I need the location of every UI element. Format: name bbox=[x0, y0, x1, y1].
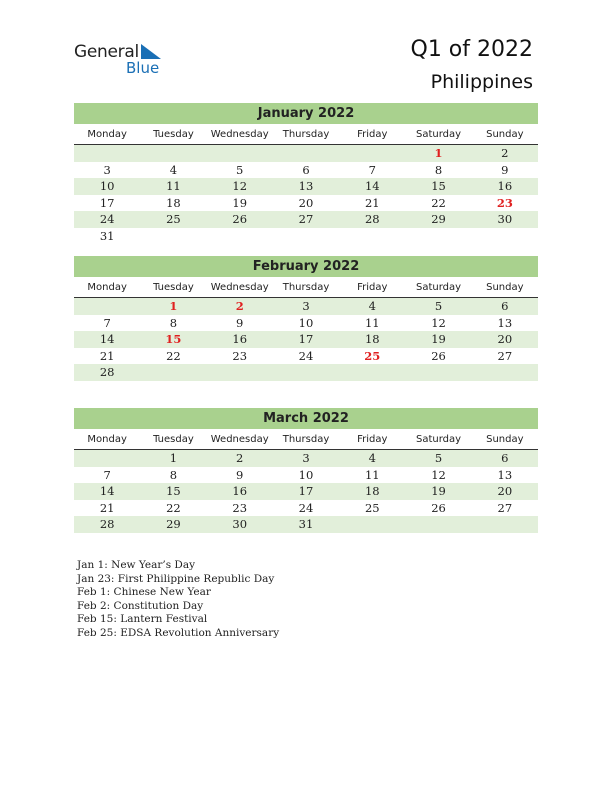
page-title: Q1 of 2022 bbox=[410, 37, 533, 62]
week-row bbox=[74, 500, 538, 517]
holiday-note: Jan 23: First Philippine Republic Day bbox=[77, 572, 275, 585]
week-row bbox=[74, 516, 538, 533]
day-cell: 20 bbox=[298, 195, 314, 210]
day-cell: 1 bbox=[169, 299, 178, 313]
day-cell: 5 bbox=[434, 299, 443, 313]
weekday-label: Saturday bbox=[416, 282, 462, 293]
day-cell bbox=[273, 364, 339, 381]
day-cell bbox=[140, 364, 206, 381]
day-cell: 14 bbox=[99, 484, 115, 498]
day-cell: 22 bbox=[166, 348, 181, 363]
day-cell bbox=[74, 145, 140, 162]
day-cell: 25 bbox=[166, 212, 181, 226]
day-cell: 16 bbox=[232, 332, 248, 346]
day-cell: 14 bbox=[364, 179, 380, 193]
weekday-label: Friday bbox=[357, 282, 388, 293]
weekday-label: Sunday bbox=[486, 434, 524, 445]
day-cell: 23 bbox=[232, 500, 248, 515]
month-calendar bbox=[74, 408, 538, 533]
day-cell: 19 bbox=[431, 332, 446, 346]
week-row bbox=[74, 315, 538, 332]
day-cell: 28 bbox=[99, 517, 115, 531]
month-calendar bbox=[74, 256, 538, 381]
day-cell: 10 bbox=[298, 315, 314, 330]
day-cell bbox=[339, 145, 405, 162]
day-cell: 20 bbox=[497, 332, 513, 346]
day-cell: 14 bbox=[99, 332, 115, 346]
day-cell: 11 bbox=[364, 467, 380, 482]
day-cell: 27 bbox=[298, 212, 314, 226]
day-cell: 26 bbox=[232, 212, 248, 226]
day-cell: 24 bbox=[298, 500, 314, 515]
day-cell: 19 bbox=[232, 195, 248, 210]
weekday-label: Monday bbox=[87, 282, 127, 293]
month-title: February 2022 bbox=[74, 256, 538, 277]
day-cell: 11 bbox=[364, 315, 380, 330]
day-cell bbox=[339, 228, 405, 245]
day-cell: 8 bbox=[434, 162, 443, 177]
day-cell: 2 bbox=[235, 299, 244, 313]
day-cell: 21 bbox=[99, 348, 115, 363]
day-cell: 15 bbox=[431, 179, 446, 193]
day-cell: 18 bbox=[166, 195, 181, 210]
day-cell: 13 bbox=[298, 179, 314, 193]
weekday-label: Friday bbox=[357, 129, 388, 140]
day-cell bbox=[140, 228, 206, 245]
day-cell: 5 bbox=[434, 451, 443, 465]
day-cell: 29 bbox=[431, 212, 446, 226]
weekday-label: Tuesday bbox=[153, 282, 194, 293]
country-name: Philippines bbox=[430, 71, 533, 93]
day-cell: 17 bbox=[298, 484, 314, 498]
day-cell: 25 bbox=[364, 348, 381, 363]
week-row bbox=[74, 162, 538, 179]
day-cell: 15 bbox=[166, 484, 181, 498]
holiday-note: Jan 1: New Year’s Day bbox=[77, 559, 196, 571]
month-title: March 2022 bbox=[74, 408, 538, 429]
weekday-label: Thursday bbox=[282, 434, 330, 445]
day-cell: 1 bbox=[434, 146, 443, 160]
day-cell bbox=[207, 145, 273, 162]
day-cell: 29 bbox=[166, 517, 181, 531]
day-cell: 26 bbox=[431, 500, 446, 515]
week-row bbox=[74, 483, 538, 500]
day-cell: 7 bbox=[368, 162, 376, 177]
day-cell: 30 bbox=[232, 517, 248, 531]
weekday-label: Wednesday bbox=[210, 282, 269, 293]
day-cell: 6 bbox=[302, 162, 310, 177]
day-cell: 31 bbox=[99, 228, 115, 243]
week-row bbox=[74, 211, 538, 228]
week-row bbox=[74, 195, 538, 212]
week-row bbox=[74, 348, 538, 365]
day-cell: 17 bbox=[99, 195, 115, 210]
day-cell: 28 bbox=[364, 212, 380, 226]
day-cell: 13 bbox=[497, 467, 513, 482]
day-cell bbox=[339, 516, 405, 533]
day-cell: 22 bbox=[431, 195, 446, 210]
week-row bbox=[74, 450, 538, 467]
weekday-label: Saturday bbox=[416, 129, 462, 140]
day-cell: 12 bbox=[431, 315, 446, 330]
week-row bbox=[74, 364, 538, 381]
week-row bbox=[74, 145, 538, 162]
day-cell: 11 bbox=[166, 179, 181, 193]
day-cell: 31 bbox=[298, 517, 314, 531]
weekday-label: Tuesday bbox=[153, 129, 194, 140]
week-row bbox=[74, 467, 538, 484]
day-cell: 27 bbox=[497, 348, 513, 363]
weekday-label: Saturday bbox=[416, 434, 462, 445]
generalblue-logo bbox=[74, 42, 174, 78]
day-cell bbox=[207, 364, 273, 381]
holiday-note: Feb 25: EDSA Revolution Anniversary bbox=[77, 626, 280, 639]
logo-word-blue: Blue bbox=[126, 59, 160, 77]
day-cell: 10 bbox=[298, 467, 314, 482]
weekday-header-row bbox=[74, 429, 538, 450]
day-cell: 17 bbox=[298, 332, 314, 346]
day-cell: 24 bbox=[99, 212, 115, 226]
day-cell: 8 bbox=[169, 315, 178, 330]
day-cell bbox=[405, 516, 471, 533]
day-cell bbox=[405, 364, 471, 381]
day-cell bbox=[273, 228, 339, 245]
day-cell bbox=[472, 364, 538, 381]
weekday-label: Monday bbox=[87, 129, 127, 140]
day-cell: 25 bbox=[364, 500, 380, 515]
weekday-header-row bbox=[74, 277, 538, 298]
weekday-label: Wednesday bbox=[210, 434, 269, 445]
weekday-label: Monday bbox=[87, 434, 127, 445]
day-cell: 12 bbox=[431, 467, 446, 482]
day-cell: 9 bbox=[236, 467, 244, 482]
day-cell bbox=[74, 298, 140, 315]
weekday-label: Thursday bbox=[282, 129, 330, 140]
day-cell: 21 bbox=[364, 195, 380, 210]
day-cell: 15 bbox=[165, 332, 182, 346]
month-calendar bbox=[74, 103, 538, 244]
weekday-header-row bbox=[74, 124, 538, 145]
day-cell: 30 bbox=[497, 212, 513, 226]
weekday-label: Thursday bbox=[282, 282, 330, 293]
holiday-list bbox=[77, 559, 279, 641]
day-cell: 23 bbox=[232, 348, 248, 363]
day-cell: 4 bbox=[169, 162, 178, 177]
day-cell: 8 bbox=[169, 467, 178, 482]
day-cell: 4 bbox=[368, 299, 376, 313]
day-cell bbox=[273, 145, 339, 162]
logo-word-general: General bbox=[74, 42, 139, 62]
day-cell: 12 bbox=[232, 179, 248, 193]
day-cell: 19 bbox=[431, 484, 446, 498]
day-cell: 7 bbox=[103, 315, 111, 330]
day-cell: 6 bbox=[501, 451, 509, 465]
logo-triangle-icon bbox=[141, 44, 163, 60]
day-cell: 13 bbox=[497, 315, 513, 330]
day-cell: 4 bbox=[368, 451, 376, 465]
weekday-label: Tuesday bbox=[153, 434, 194, 445]
weekday-label: Wednesday bbox=[210, 129, 269, 140]
day-cell: 10 bbox=[99, 179, 115, 193]
day-cell bbox=[140, 145, 206, 162]
day-cell: 2 bbox=[501, 146, 509, 160]
day-cell: 5 bbox=[236, 162, 244, 177]
week-row bbox=[74, 228, 538, 245]
day-cell: 9 bbox=[236, 315, 244, 330]
day-cell bbox=[472, 228, 538, 245]
day-cell: 3 bbox=[302, 451, 310, 465]
holiday-note: Feb 2: Constitution Day bbox=[77, 599, 204, 612]
day-cell: 16 bbox=[232, 484, 248, 498]
day-cell: 3 bbox=[302, 299, 310, 313]
week-row bbox=[74, 331, 538, 348]
weekday-label: Sunday bbox=[486, 282, 524, 293]
day-cell: 28 bbox=[99, 365, 115, 379]
day-cell: 21 bbox=[99, 500, 115, 515]
week-row bbox=[74, 178, 538, 195]
week-row bbox=[74, 298, 538, 315]
weekday-label: Sunday bbox=[486, 129, 524, 140]
day-cell: 7 bbox=[103, 467, 111, 482]
day-cell: 16 bbox=[497, 179, 513, 193]
day-cell: 27 bbox=[497, 500, 513, 515]
day-cell: 2 bbox=[236, 451, 244, 465]
day-cell bbox=[74, 450, 140, 467]
day-cell: 1 bbox=[169, 451, 178, 465]
holiday-note: Feb 15: Lantern Festival bbox=[77, 613, 208, 626]
day-cell bbox=[405, 228, 471, 245]
month-title: January 2022 bbox=[74, 103, 538, 124]
holiday-note: Feb 1: Chinese New Year bbox=[77, 586, 211, 599]
weekday-label: Friday bbox=[357, 434, 388, 445]
day-cell bbox=[472, 516, 538, 533]
day-cell: 20 bbox=[497, 484, 513, 498]
day-cell: 24 bbox=[298, 348, 314, 363]
day-cell: 9 bbox=[501, 162, 509, 177]
day-cell: 23 bbox=[496, 195, 513, 210]
day-cell: 18 bbox=[364, 484, 380, 498]
day-cell: 18 bbox=[364, 332, 380, 346]
day-cell: 26 bbox=[431, 348, 446, 363]
day-cell bbox=[339, 364, 405, 381]
day-cell: 22 bbox=[166, 500, 181, 515]
day-cell: 6 bbox=[501, 299, 509, 313]
day-cell bbox=[207, 228, 273, 245]
day-cell: 3 bbox=[103, 162, 111, 177]
